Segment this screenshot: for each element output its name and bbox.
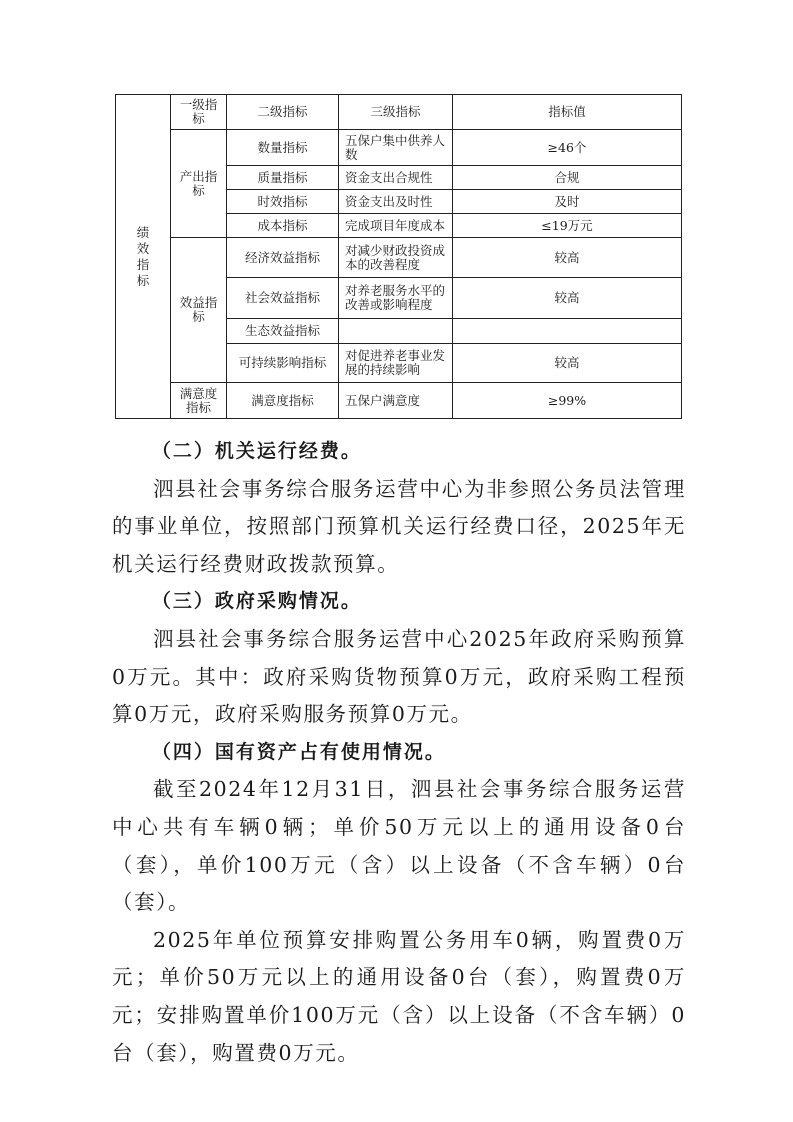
group-label-output: 产出指标: [171, 130, 227, 238]
level3-cell: 完成项目年度成本: [339, 214, 453, 238]
group-label-satisfaction: 满意度指标: [171, 383, 227, 419]
table-row: [116, 130, 682, 166]
value-cell: 及时: [453, 190, 682, 214]
level2-cell: 经济效益指标: [227, 238, 339, 278]
level3-cell: 五保户满意度: [339, 383, 453, 419]
performance-indicator-table: [115, 94, 682, 419]
table-row: [116, 383, 682, 419]
value-cell: 较高: [453, 278, 682, 319]
level2-cell: 生态效益指标: [227, 319, 339, 344]
paragraph: 泗县社会事务综合服务运营中心2025年政府采购预算0万元。其中：政府采购货物预算0万元，政府采购工程预算0万元，政府采购服务预算0万元。: [112, 626, 686, 727]
level2-cell: 成本指标: [227, 214, 339, 238]
section-heading: （四）国有资产占有使用情况。: [151, 740, 446, 763]
level3-cell: 资金支出及时性: [339, 190, 453, 214]
level3-cell: 对减少财政投资成本的改善程度: [339, 238, 453, 278]
value-cell: [453, 319, 682, 344]
level2-cell: 数量指标: [227, 130, 339, 166]
paragraph: 2025年单位预算安排购置公务用车0辆，购置费0万元；单价50万元以上的通用设备0台（套），购置费0万元；安排购置单价100万元（含）以上设备（不含车辆）0台（套），购置费0万元。: [112, 927, 686, 1065]
level2-cell: 时效指标: [227, 190, 339, 214]
level2-cell: 质量指标: [227, 166, 339, 190]
header-level2: 二级指标: [227, 95, 339, 130]
level2-cell: 可持续影响指标: [227, 344, 339, 383]
level3-cell: 五保户集中供养人数: [339, 130, 453, 166]
side-label-cell: [116, 95, 171, 419]
side-label: 绩效指标: [136, 224, 150, 288]
document-body: [112, 433, 686, 1072]
section-heading: （二）机关运行经费。: [151, 440, 362, 462]
value-cell: ≥99%: [453, 383, 682, 419]
paragraph: 泗县社会事务综合服务运营中心为非参照公务员法管理的事业单位，按照部门预算机关运行经费口径，2025年无机关运行经费财政拨款预算。: [112, 476, 686, 576]
value-cell: 较高: [453, 238, 682, 278]
section-heading: （三）政府采购情况。: [151, 590, 362, 613]
level3-cell: 资金支出合规性: [339, 166, 453, 190]
value-cell: ≤19万元: [453, 214, 682, 238]
level3-cell: 对促进养老事业发展的持续影响: [339, 344, 453, 383]
table-row: [116, 238, 682, 278]
paragraph: 截至2024年12月31日，泗县社会事务综合服务运营中心共有车辆0辆；单价50万元以上的通用设备0台（套），单价100万元（含）以上设备（不含车辆）0台（套）。: [112, 777, 686, 915]
group-label-benefit: 效益指标: [171, 238, 227, 383]
value-cell: ≥46个: [453, 130, 682, 166]
value-cell: 较高: [453, 344, 682, 383]
header-level3: 三级指标: [339, 95, 453, 130]
level3-cell: 对养老服务水平的改善或影响程度: [339, 278, 453, 319]
value-cell: 合规: [453, 166, 682, 190]
level2-cell: 社会效益指标: [227, 278, 339, 319]
level2-cell: 满意度指标: [227, 383, 339, 419]
header-level1: 一级指标: [171, 95, 227, 130]
level3-cell: [339, 319, 453, 344]
table-header-row: [116, 95, 682, 130]
header-value: 指标值: [453, 95, 682, 130]
